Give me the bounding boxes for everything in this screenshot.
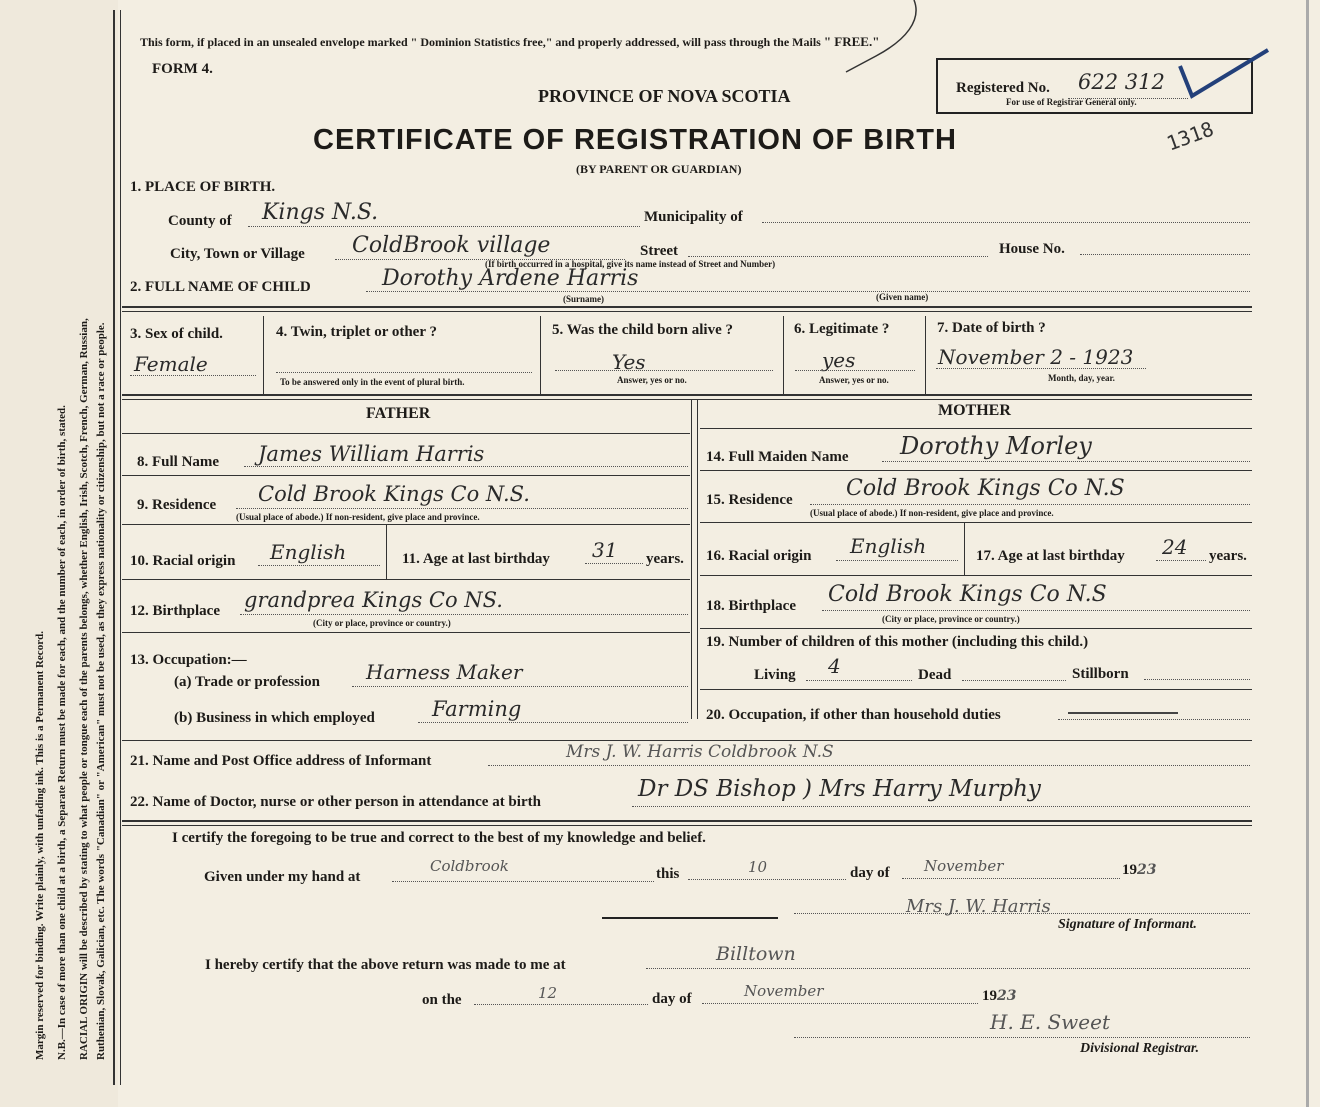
surname-note: (Surname) xyxy=(563,294,604,304)
margin-rule xyxy=(113,10,115,1085)
certificate-subtitle: (BY PARENT OR GUARDIAN) xyxy=(576,162,742,176)
father-birth-label: 12. Birthplace xyxy=(130,603,220,619)
mother-age-unit: years. xyxy=(1209,548,1247,564)
father-race-value: English xyxy=(270,540,347,564)
reg-label: Registered No. xyxy=(956,80,1050,96)
mother-res-note: (Usual place of abode.) If non-resident, give place and province. xyxy=(810,508,1054,518)
municipality-label: Municipality of xyxy=(644,209,743,225)
city-value: ColdBrook village xyxy=(352,233,551,258)
father-race-label: 10. Racial origin xyxy=(130,553,236,569)
mother-race-value: English xyxy=(850,534,927,558)
dob-label: 7. Date of birth ? xyxy=(937,320,1046,336)
registrar-signature: H. E. Sweet xyxy=(990,1010,1110,1034)
registrar-signature-label: Divisional Registrar. xyxy=(1080,1041,1200,1056)
sex-value: Female xyxy=(134,352,208,376)
living-label: Living xyxy=(754,667,796,683)
informant-value: Mrs J. W. Harris Coldbrook N.S xyxy=(566,742,834,762)
file-stamp: 1318 xyxy=(1163,116,1217,156)
county-label: County of xyxy=(168,213,232,229)
reg-note: For use of Registrar General only. xyxy=(1006,97,1137,107)
dead-label: Dead xyxy=(918,667,952,683)
seal-line xyxy=(602,917,778,919)
registrar-year-prefix: 19 xyxy=(982,988,997,1004)
free-text: " FREE." xyxy=(823,34,880,49)
mail-note xyxy=(140,34,879,50)
house-label: House No. xyxy=(999,241,1065,257)
alive-value: Yes xyxy=(612,350,646,374)
mother-children-label: 19. Number of children of this mother (including this child.) xyxy=(706,634,1089,650)
check-mark xyxy=(1170,44,1280,104)
father-name-value: James William Harris xyxy=(258,442,485,466)
reg-value: 622 312 xyxy=(1078,70,1165,94)
sex-label: 3. Sex of child. xyxy=(130,326,223,342)
mother-birth-value: Cold Brook Kings Co N.S xyxy=(828,582,1107,607)
given-note: (Given name) xyxy=(876,292,929,302)
father-heading: FATHER xyxy=(366,405,431,422)
child-name-label: 2. FULL NAME OF CHILD xyxy=(130,279,311,295)
mother-res-label: 15. Residence xyxy=(706,492,793,508)
certify-day: 10 xyxy=(748,858,768,876)
father-age-unit: years. xyxy=(646,551,684,567)
mother-birth-label: 18. Birthplace xyxy=(706,598,796,614)
mother-occ-dash xyxy=(1068,712,1178,714)
dob-value: November 2 - 1923 xyxy=(938,345,1134,369)
margin-rule-2 xyxy=(120,10,121,1085)
father-occ-label: 13. Occupation:— xyxy=(130,652,247,668)
mother-age-value: 24 xyxy=(1162,535,1188,559)
registrar-statement: I hereby certify that the above return was made to me at xyxy=(205,957,566,973)
doctor-label: 22. Name of Doctor, nurse or other person in attendance at birth xyxy=(130,794,541,810)
dob-note: Month, day, year. xyxy=(1048,373,1115,383)
side-note-2: N.B.—In case of more than one child at a birth, a Separate Return must be made for each, and the number of each, in order of birth, stated. xyxy=(56,405,68,1060)
street-note: (If birth occurred in a hospital, give its name instead of Street and Number) xyxy=(485,259,776,269)
dayof-label: day of xyxy=(850,865,890,881)
pen-stroke xyxy=(836,0,926,80)
father-biz-value: Farming xyxy=(432,697,522,721)
place-heading: 1. PLACE OF BIRTH. xyxy=(130,179,276,195)
legit-value: yes xyxy=(822,348,856,372)
informant-signature: Mrs J. W. Harris xyxy=(906,896,1051,917)
form-number: FORM 4. xyxy=(152,61,213,77)
living-value: 4 xyxy=(828,654,841,678)
side-note-3: RACIAL ORIGIN will be described by stating to what people or tongue each of the parents belongs, whether English, Irish, Scotch, French, German, Russian, xyxy=(78,318,90,1060)
mother-occ-label: 20. Occupation, if other than household duties xyxy=(706,707,1001,723)
registrar-year-value: 23 xyxy=(997,988,1017,1004)
mother-res-value: Cold Brook Kings Co N.S xyxy=(846,476,1125,501)
certify-year xyxy=(1122,862,1156,879)
father-name-label: 8. Full Name xyxy=(137,454,220,470)
alive-label: 5. Was the child born alive ? xyxy=(552,322,733,338)
mother-birth-note: (City or place, province or country.) xyxy=(882,614,1020,624)
province-heading: PROVINCE OF NOVA SCOTIA xyxy=(538,86,791,106)
informant-label: 21. Name and Post Office address of Informant xyxy=(130,753,432,769)
registrar-place: Billtown xyxy=(716,943,796,965)
mother-name-label: 14. Full Maiden Name xyxy=(706,449,849,465)
stillborn-label: Stillborn xyxy=(1072,666,1129,682)
child-name-value: Dorothy Ardene Harris xyxy=(382,266,639,291)
father-trade-value: Harness Maker xyxy=(366,660,523,684)
alive-note: Answer, yes or no. xyxy=(617,375,687,385)
legit-label: 6. Legitimate ? xyxy=(794,321,890,337)
mother-name-value: Dorothy Morley xyxy=(900,432,1092,460)
legit-note: Answer, yes or no. xyxy=(819,375,889,385)
mother-heading: MOTHER xyxy=(938,402,1011,419)
onthe-label: on the xyxy=(422,992,462,1008)
this-label: this xyxy=(656,866,680,882)
street-label: Street xyxy=(640,243,679,259)
mail-note-text: This form, if placed in an unsealed envelope marked " Dominion Statistics free," and properly addressed, will pass through the Mails xyxy=(140,35,821,49)
father-res-label: 9. Residence xyxy=(137,497,217,513)
certify-year-prefix: 19 xyxy=(1122,862,1137,878)
informant-signature-label: Signature of Informant. xyxy=(1058,917,1197,932)
side-note-4: Ruthenian, Slovak, Galician, etc. The words "Canadian" or "American" must not be used, as they express nationality or citizenship, but not a race or people. xyxy=(95,322,107,1060)
registrar-day: 12 xyxy=(538,984,558,1002)
given-place: Coldbrook xyxy=(430,857,509,875)
given-label: Given under my hand at xyxy=(204,869,361,885)
side-note-1: Margin reserved for binding. Write plainly, with unfading ink. This is a Permanent Record. xyxy=(34,631,46,1060)
city-label: City, Town or Village xyxy=(170,246,305,262)
certify-statement: I certify the foregoing to be true and correct to the best of my knowledge and belief. xyxy=(172,830,706,846)
twin-note: To be answered only in the event of plural birth. xyxy=(280,377,465,387)
doctor-value: Dr DS Bishop ) Mrs Harry Murphy xyxy=(638,776,1041,802)
right-edge xyxy=(1306,0,1309,1107)
father-biz-label: (b) Business in which employed xyxy=(174,710,375,726)
father-birth-note: (City or place, province or country.) xyxy=(313,618,451,628)
registrar-dayof-label: day of xyxy=(652,991,692,1007)
father-age-label: 11. Age at last birthday xyxy=(402,551,550,567)
county-value: Kings N.S. xyxy=(262,200,379,225)
registrar-month: November xyxy=(744,982,824,1000)
certify-year-value: 23 xyxy=(1137,862,1157,878)
father-res-note: (Usual place of abode.) If non-resident, give place and province. xyxy=(236,512,480,522)
mother-age-label: 17. Age at last birthday xyxy=(976,548,1125,564)
father-trade-label: (a) Trade or profession xyxy=(174,674,320,690)
father-birth-value: grandprea Kings Co NS. xyxy=(244,588,503,612)
mother-race-label: 16. Racial origin xyxy=(706,548,812,564)
father-age-value: 31 xyxy=(592,538,618,562)
certificate-title: CERTIFICATE OF REGISTRATION OF BIRTH xyxy=(313,124,957,156)
certify-month: November xyxy=(924,857,1004,875)
twin-label: 4. Twin, triplet or other ? xyxy=(276,324,437,340)
father-res-value: Cold Brook Kings Co N.S. xyxy=(258,482,530,506)
registrar-year xyxy=(982,988,1016,1005)
